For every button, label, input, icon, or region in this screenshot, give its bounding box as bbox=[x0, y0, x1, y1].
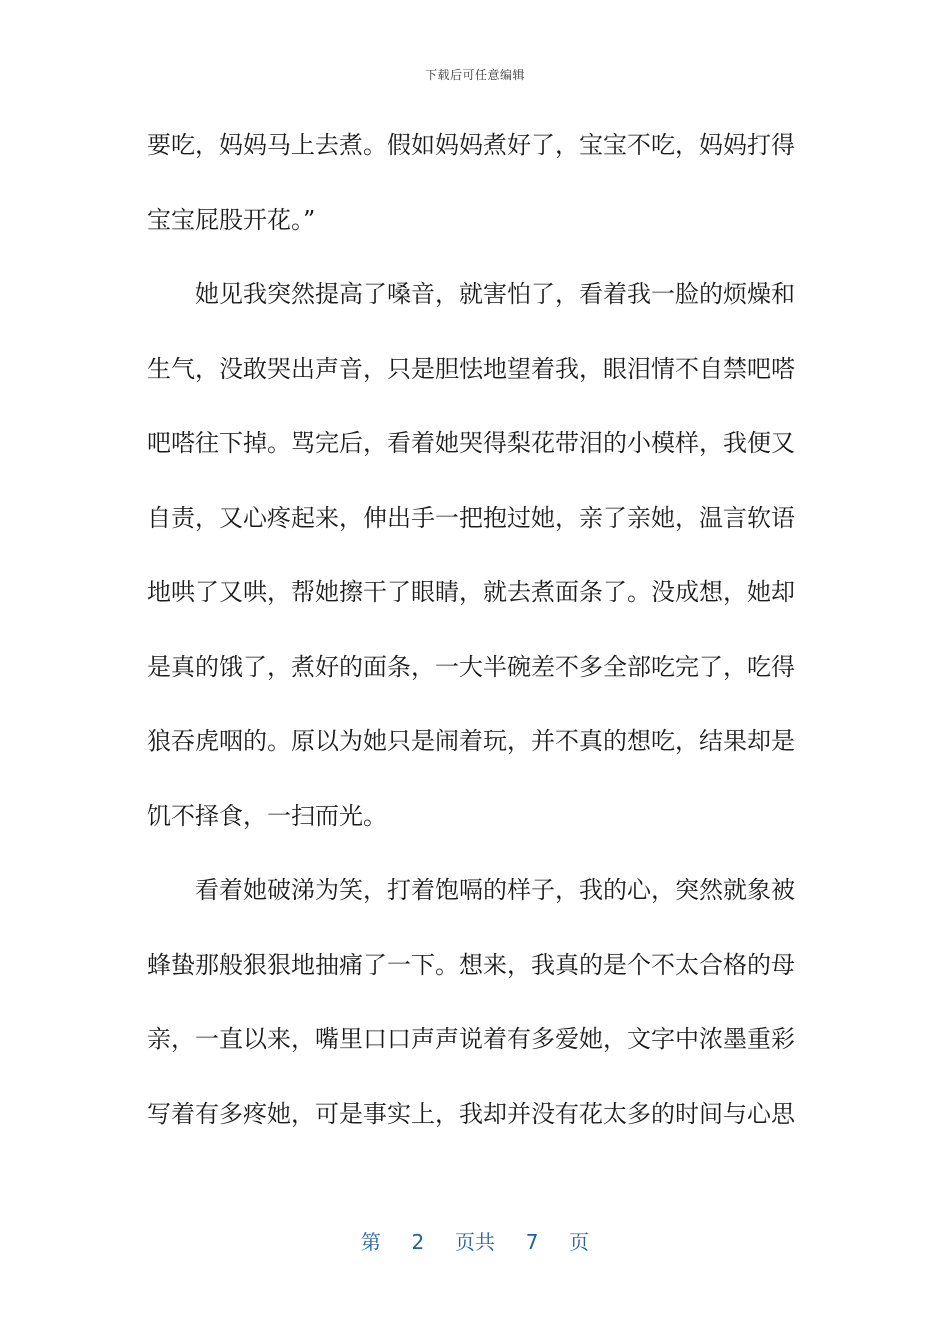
page-number: 2 bbox=[411, 1230, 425, 1254]
text-line: 蜂蛰那般狠狠地抽痛了一下。想来，我真的是个不太合格的母 bbox=[147, 950, 795, 979]
text-line: 宝宝屁股开花。” bbox=[147, 205, 316, 234]
footer-middle: 页共 bbox=[455, 1230, 495, 1254]
text-line: 要吃，妈妈马上去煮。假如妈妈煮好了，宝宝不吃，妈妈打得 bbox=[147, 131, 795, 159]
text-line: 地哄了又哄，帮她擦干了眼睛，就去煮面条了。没成想，她却 bbox=[147, 578, 795, 606]
total-pages: 7 bbox=[525, 1230, 539, 1254]
footer-suffix: 页 bbox=[569, 1230, 590, 1254]
text-line: 自责，又心疼起来，伸出手一把抱过她，亲了亲她，温言软语 bbox=[147, 503, 795, 532]
text-line: 亲，一直以来，嘴里口口声声说着有多爱她，文字中浓墨重彩 bbox=[147, 1025, 795, 1053]
text-line: 写着有多疼她，可是事实上，我却并没有花太多的时间与心思 bbox=[147, 1099, 795, 1128]
page-header: 下载后可任意编辑 bbox=[424, 68, 525, 82]
text-line: 狼吞虎咽的。原以为她只是闹着玩，并不真的想吃，结果却是 bbox=[147, 727, 795, 755]
text-line: 是真的饿了，煮好的面条，一大半碗差不多全部吃完了，吃得 bbox=[147, 652, 795, 681]
text-line: 饥不择食，一扫而光。 bbox=[147, 801, 387, 830]
footer-prefix: 第 bbox=[360, 1230, 381, 1254]
text-line: 吧嗒往下掉。骂完后，看着她哭得梨花带泪的小模样，我便又 bbox=[147, 429, 795, 457]
page-footer bbox=[0, 1226, 950, 1255]
text-line: 生气，没敢哭出声音，只是胆怯地望着我，眼泪情不自禁吧嗒 bbox=[147, 354, 795, 383]
paragraph-start-line: 她见我突然提高了嗓音，就害怕了，看着我一脸的烦燥和 bbox=[195, 280, 795, 308]
body-text bbox=[147, 108, 795, 1151]
paragraph-start-line: 看着她破涕为笑，打着饱嗝的样子，我的心，突然就象被 bbox=[195, 876, 795, 904]
